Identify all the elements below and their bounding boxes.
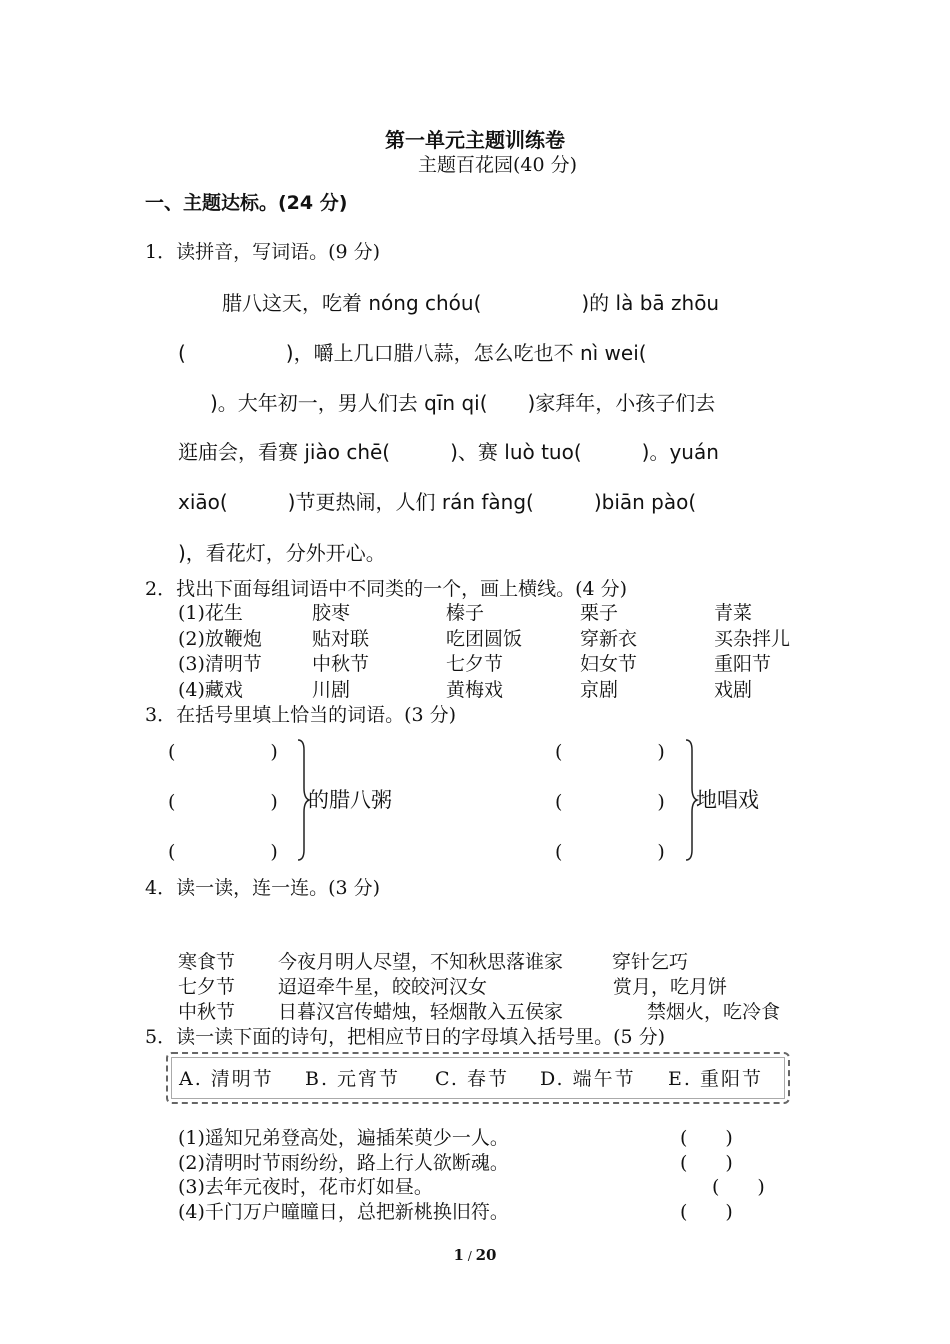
q5-item: (4)千门万户曈曈日，总把新桃换旧符。 — [178, 1200, 509, 1223]
page-current: 1 — [453, 1246, 464, 1264]
q3-blank-left: ( ) — [168, 841, 278, 863]
question-3-heading: 3．在括号里填上恰当的词语。(3 分) — [145, 704, 457, 726]
q2-word: 重阳节 — [714, 653, 772, 675]
q1-line-4: 逛庙会，看赛 jiào chē( )、赛 luò tuo( )。yuán — [178, 440, 719, 464]
page-separator: / — [463, 1249, 476, 1263]
q2-word: 胶枣 — [312, 602, 351, 624]
q1-line-5: xiāo( )节更热闹，人们 rán fàng( )biān pào( — [178, 490, 697, 514]
q3-blank-right: ( ) — [555, 841, 665, 863]
q5-option: A. 清明节 — [179, 1068, 274, 1090]
q2-word: 买杂拌儿 — [714, 627, 791, 650]
q4-festival: 七夕节 — [178, 976, 236, 998]
q2-word: 京剧 — [580, 678, 619, 701]
q4-poem: 迢迢牵牛星，皎皎河汉女 — [278, 976, 488, 998]
q2-word: 穿新衣 — [580, 627, 638, 650]
q2-word: 栗子 — [580, 602, 619, 624]
q2-word: (1)花生 — [178, 602, 243, 624]
q5-answer-blank: ( ) — [680, 1200, 733, 1223]
q1-line-1: 腊八这天，吃着 nóng chóu( )的 là bā zhōu — [222, 291, 720, 315]
q4-poem: 日暮汉宫传蜡烛，轻烟散入五侯家 — [278, 1001, 564, 1023]
q1-line-6: )，看花灯，分外开心。 — [178, 541, 386, 565]
q5-option: B. 元宵节 — [305, 1068, 401, 1090]
q5-option: C. 春节 — [435, 1068, 509, 1090]
q3-right-target: 地唱戏 — [696, 788, 759, 812]
q3-blank-right: ( ) — [555, 741, 665, 763]
q2-word: 黄梅戏 — [446, 678, 504, 701]
q5-option: E. 重阳节 — [668, 1068, 763, 1090]
q2-word: 川剧 — [312, 678, 351, 701]
question-2-heading: 2．找出下面每组词语中不同类的一个，画上横线。(4 分) — [145, 578, 628, 600]
q2-word: (4)藏戏 — [178, 678, 243, 701]
q4-custom: 穿针乞巧 — [612, 951, 689, 973]
q2-word: 榛子 — [446, 602, 485, 624]
q2-word: 七夕节 — [446, 653, 504, 675]
q2-word: (2)放鞭炮 — [178, 627, 262, 650]
q4-festival: 中秋节 — [178, 1001, 236, 1023]
q1-line-2: ( )，嚼上几口腊八蒜，怎么吃也不 nì wei( — [178, 341, 647, 365]
section-heading: 一、主题达标。(24 分) — [145, 192, 348, 214]
q2-word: 戏剧 — [714, 678, 753, 701]
q2-word: 吃团圆饭 — [446, 627, 523, 650]
q5-answer-blank: ( ) — [680, 1151, 733, 1174]
question-5-heading: 5．读一读下面的诗句，把相应节日的字母填入括号里。(5 分) — [145, 1026, 666, 1048]
page-number — [0, 1246, 950, 1264]
q2-word: 妇女节 — [580, 653, 638, 675]
question-4-heading: 4．读一读，连一连。(3 分) — [145, 877, 381, 899]
page-total: 20 — [475, 1246, 497, 1264]
q2-word: 青菜 — [714, 602, 753, 624]
q5-item: (2)清明时节雨纷纷，路上行人欲断魂。 — [178, 1151, 509, 1174]
question-1-heading: 1．读拼音，写词语。(9 分) — [145, 241, 381, 263]
q5-item: (3)去年元夜时，花市灯如昼。 — [178, 1176, 433, 1198]
page-subtitle: 主题百花园(40 分) — [417, 154, 578, 176]
q1-line-3: )。大年初一，男人们去 qīn qi( )家拜年，小孩子们去 — [210, 391, 716, 415]
page-title: 第一单元主题训练卷 — [385, 128, 565, 152]
q5-answer-blank: ( ) — [680, 1127, 733, 1149]
q3-blank-left: ( ) — [168, 741, 278, 763]
q4-festival: 寒食节 — [178, 951, 236, 973]
q3-blank-left: ( ) — [168, 791, 278, 813]
q5-option: D. 端午节 — [540, 1068, 636, 1090]
q4-custom: 禁烟火，吃冷食 — [647, 1001, 781, 1023]
q4-poem: 今夜月明人尽望，不知秋思落谁家 — [278, 951, 564, 973]
q3-left-target: 的腊八粥 — [308, 788, 392, 812]
q4-custom: 赏月，吃月饼 — [613, 976, 728, 998]
q2-word: (3)清明节 — [178, 653, 262, 675]
q5-item: (1)遥知兄弟登高处，遍插茱萸少一人。 — [178, 1127, 509, 1149]
q3-blank-right: ( ) — [555, 791, 665, 813]
q2-word: 中秋节 — [312, 653, 370, 675]
q2-word: 贴对联 — [312, 627, 370, 650]
q5-answer-blank: ( ) — [712, 1176, 765, 1198]
